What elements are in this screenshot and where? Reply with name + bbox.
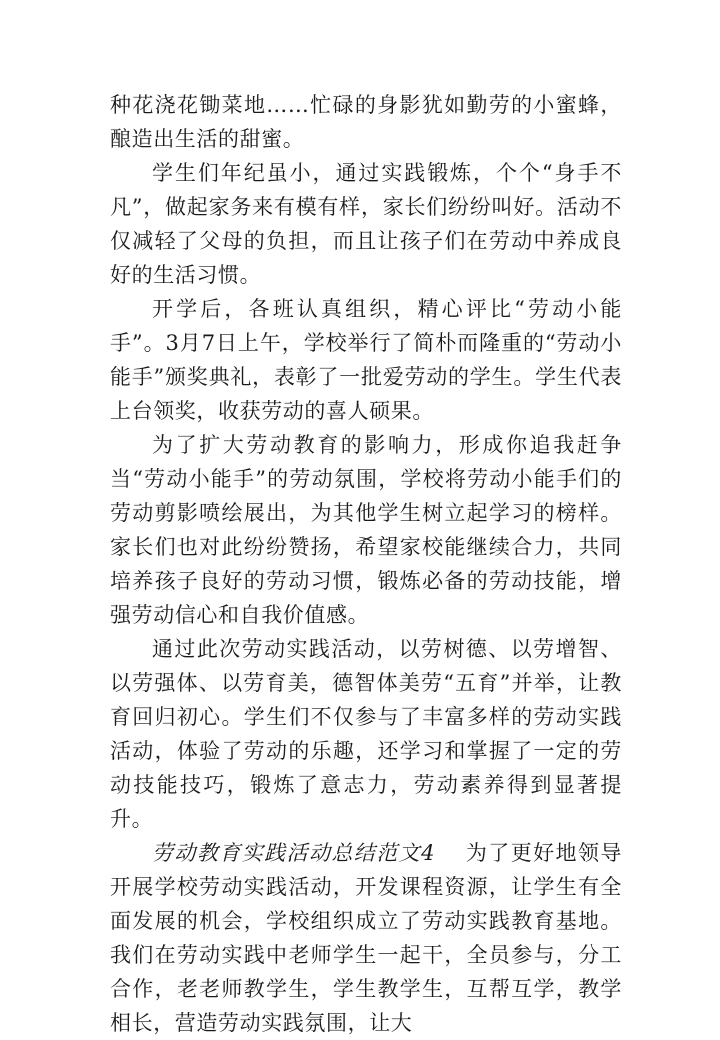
paragraph-1: 种花浇花锄菜地……忙碌的身影犹如勤劳的小蜜蜂，酿造出生活的甜蜜。 — [110, 93, 622, 151]
paragraph-5: 通过此次劳动实践活动，以劳树德、以劳增智、以劳强体、以劳育美，德智体美劳“五育”并举，让教育回归初心。学生们不仅参与了丰富多样的劳动实践活动，体验了劳动的乐趣，还学习和掌握了一定的劳动技能技巧，锻炼了意志力，劳动素养得到显著提升。 — [110, 637, 622, 831]
paragraph-2: 学生们年纪虽小，通过实践锻炼，个个“身手不凡”，做起家务来有模有样，家长们纷纷叫好。活动不仅减轻了父母的负担，而且让孩子们在劳动中养成良好的生活习惯。 — [110, 161, 622, 287]
section-text: 为了更好地领导开展学校劳动实践活动，开发课程资源，让学生有全面发展的机会，学校组织成立了劳动实践教育基地。我们在劳动实践中老师学生一起干，全员参与，分工合作，老老师教学生，学生教学生，互帮互学，教学相长，营造劳动实践氛围，让大 — [110, 841, 622, 1035]
paragraph-4: 为了扩大劳动教育的影响力，形成你追我赶争当“劳动小能手”的劳动氛围，学校将劳动小能手们的劳动剪影喷绘展出，为其他学生树立起学习的榜样。家长们也对此纷纷赞扬，希望家校能继续合力，共同培养孩子良好的劳动习惯，锻炼必备的劳动技能，增强劳动信心和自我价值感。 — [110, 433, 622, 627]
section-title: 劳动教育实践活动总结范文4 — [152, 841, 436, 865]
paragraph-3: 开学后，各班认真组织，精心评比“劳动小能手”。3月7日上午，学校举行了简朴而隆重的“劳动小能手”颁奖典礼，表彰了一批爱劳动的学生。学生代表上台领奖，收获劳动的喜人硕果。 — [110, 297, 622, 423]
document-body — [110, 88, 622, 1040]
paragraph-6 — [110, 836, 622, 1040]
